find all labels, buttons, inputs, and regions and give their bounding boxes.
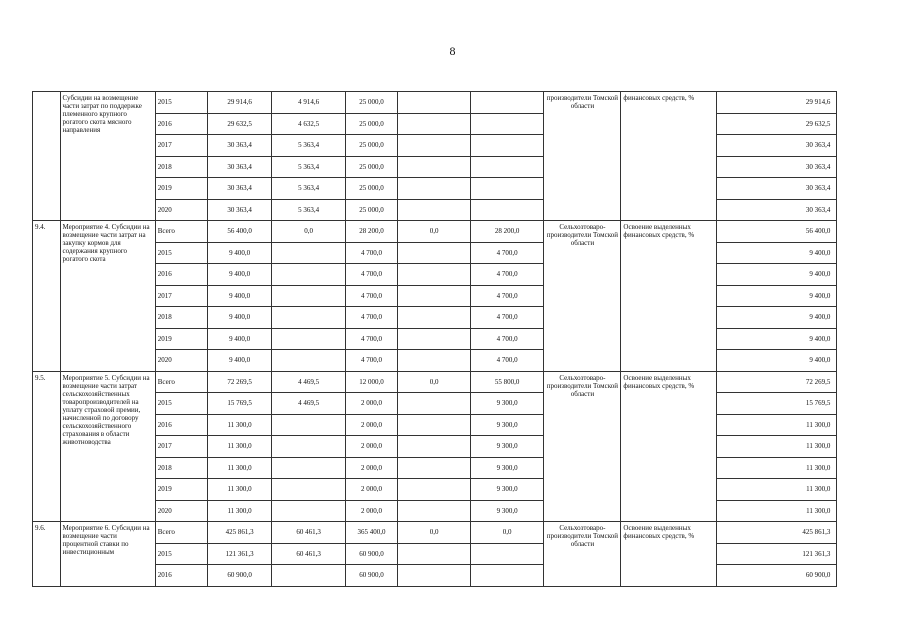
- executor: Сельхозтоваро- производители Томской области: [544, 371, 621, 522]
- total-cell: 11 300,0: [207, 500, 272, 522]
- table-row: [33, 285, 905, 307]
- year-cell: 2016: [155, 414, 207, 436]
- federal-cell: [272, 436, 345, 458]
- indicator-value: 11 300,0: [717, 500, 837, 522]
- table-row: [33, 264, 905, 286]
- extra-budget-cell: 9 300,0: [470, 500, 543, 522]
- local-cell: [398, 328, 471, 350]
- regional-cell: 25 000,0: [345, 199, 397, 221]
- item-number: 9.4.: [33, 221, 61, 372]
- local-cell: [398, 285, 471, 307]
- indicator-value: 9 400,0: [717, 328, 837, 350]
- regional-cell: 60 900,0: [345, 565, 397, 587]
- year-cell: 2017: [155, 135, 207, 157]
- extra-budget-cell: 28 200,0: [470, 221, 543, 243]
- local-cell: [398, 350, 471, 372]
- measure-name: Мероприятие 5. Субсидии на возмещение части затрат сельскохозяйственных товаропроизводителей на уплату страховой премии, начисленной по договору сельскохозяйственного страхования в области животноводства: [60, 371, 155, 522]
- local-cell: 0,0: [398, 371, 471, 393]
- local-cell: [398, 414, 471, 436]
- total-cell: 9 400,0: [207, 328, 272, 350]
- federal-cell: [272, 328, 345, 350]
- indicator: Освоение выделенных финансовых средств, %: [621, 221, 717, 372]
- year-cell: Всего: [155, 522, 207, 544]
- item-number: [33, 92, 61, 221]
- indicator-value: 9 400,0: [717, 307, 837, 329]
- federal-cell: [272, 457, 345, 479]
- year-cell: 2017: [155, 285, 207, 307]
- federal-cell: [272, 565, 345, 587]
- total-cell: 11 300,0: [207, 436, 272, 458]
- indicator: Освоение выделенных финансовых средств, %: [621, 522, 717, 587]
- year-cell: Всего: [155, 221, 207, 243]
- table-row: [33, 543, 905, 565]
- table-row: [33, 500, 905, 522]
- table-row: [33, 436, 905, 458]
- table-row: [33, 328, 905, 350]
- extra-budget-cell: [470, 92, 543, 114]
- regional-cell: 12 000,0: [345, 371, 397, 393]
- regional-cell: 28 200,0: [345, 221, 397, 243]
- table-row: [33, 307, 905, 329]
- regional-cell: 2 000,0: [345, 500, 397, 522]
- table-row: [33, 92, 905, 114]
- year-cell: 2018: [155, 307, 207, 329]
- local-cell: [398, 156, 471, 178]
- regional-cell: 2 000,0: [345, 393, 397, 415]
- extra-budget-cell: [470, 199, 543, 221]
- executor: Сельхозтоваро- производители Томской области: [544, 522, 621, 587]
- regional-cell: 4 700,0: [345, 242, 397, 264]
- extra-budget-cell: 55 800,0: [470, 371, 543, 393]
- budget-table: [32, 91, 905, 587]
- federal-cell: 4 632,5: [272, 113, 345, 135]
- federal-cell: 60 461,3: [272, 522, 345, 544]
- regional-cell: 4 700,0: [345, 328, 397, 350]
- local-cell: [398, 264, 471, 286]
- total-cell: 15 769,5: [207, 393, 272, 415]
- regional-cell: 2 000,0: [345, 479, 397, 501]
- table-row: [33, 178, 905, 200]
- extra-budget-cell: [470, 178, 543, 200]
- regional-cell: 25 000,0: [345, 135, 397, 157]
- regional-cell: 25 000,0: [345, 92, 397, 114]
- local-cell: [398, 199, 471, 221]
- indicator-value: 56 400,0: [717, 221, 837, 243]
- extra-budget-cell: [470, 135, 543, 157]
- extra-budget-cell: 9 300,0: [470, 436, 543, 458]
- total-cell: 9 400,0: [207, 242, 272, 264]
- federal-cell: 5 363,4: [272, 178, 345, 200]
- regional-cell: 365 400,0: [345, 522, 397, 544]
- local-cell: [398, 457, 471, 479]
- indicator-value: 29 914,6: [717, 92, 837, 114]
- table-row: [33, 457, 905, 479]
- extra-budget-cell: [470, 156, 543, 178]
- extra-budget-cell: [470, 543, 543, 565]
- year-cell: 2015: [155, 543, 207, 565]
- table-row: [33, 350, 905, 372]
- federal-cell: 4 469,5: [272, 371, 345, 393]
- extra-budget-cell: 9 300,0: [470, 457, 543, 479]
- measure-name: Субсидии на возмещение части затрат по поддержке племенного крупного рогатого скота мясного направления: [60, 92, 155, 221]
- year-cell: 2019: [155, 479, 207, 501]
- local-cell: [398, 113, 471, 135]
- indicator-value: 60 900,0: [717, 565, 837, 587]
- local-cell: [398, 500, 471, 522]
- total-cell: 60 900,0: [207, 565, 272, 587]
- measure-name: Мероприятие 4. Субсидии на возмещение части затрат на закупку кормов для содержания крупного рогатого скота: [60, 221, 155, 372]
- indicator-value: 9 400,0: [717, 242, 837, 264]
- indicator-value: 11 300,0: [717, 414, 837, 436]
- indicator-value: 425 861,3: [717, 522, 837, 544]
- year-cell: Всего: [155, 371, 207, 393]
- extra-budget-cell: 4 700,0: [470, 264, 543, 286]
- indicator-value: 9 400,0: [717, 264, 837, 286]
- indicator: Освоение выделенных финансовых средств, %: [621, 371, 717, 522]
- local-cell: [398, 307, 471, 329]
- item-number: 9.6.: [33, 522, 61, 587]
- executor: производители Томской области: [544, 92, 621, 221]
- federal-cell: 60 461,3: [272, 543, 345, 565]
- federal-cell: [272, 307, 345, 329]
- local-cell: [398, 479, 471, 501]
- year-cell: 2020: [155, 500, 207, 522]
- table-row: [33, 113, 905, 135]
- table-row: [33, 156, 905, 178]
- table-row: [33, 371, 905, 393]
- regional-cell: 2 000,0: [345, 414, 397, 436]
- total-cell: 30 363,4: [207, 199, 272, 221]
- local-cell: [398, 92, 471, 114]
- executor: Сельхозтоваро- производители Томской области: [544, 221, 621, 372]
- table-row: [33, 135, 905, 157]
- year-cell: 2019: [155, 328, 207, 350]
- indicator-value: 9 400,0: [717, 350, 837, 372]
- indicator-value: 15 769,5: [717, 393, 837, 415]
- total-cell: 425 861,3: [207, 522, 272, 544]
- total-cell: 56 400,0: [207, 221, 272, 243]
- indicator-value: 11 300,0: [717, 457, 837, 479]
- year-cell: 2020: [155, 350, 207, 372]
- local-cell: [398, 393, 471, 415]
- regional-cell: 2 000,0: [345, 457, 397, 479]
- total-cell: 11 300,0: [207, 457, 272, 479]
- regional-cell: 25 000,0: [345, 178, 397, 200]
- local-cell: [398, 178, 471, 200]
- table-row: [33, 479, 905, 501]
- year-cell: 2015: [155, 242, 207, 264]
- year-cell: 2018: [155, 457, 207, 479]
- extra-budget-cell: 4 700,0: [470, 350, 543, 372]
- local-cell: [398, 543, 471, 565]
- extra-budget-cell: 9 300,0: [470, 479, 543, 501]
- extra-budget-cell: 4 700,0: [470, 328, 543, 350]
- federal-cell: [272, 264, 345, 286]
- total-cell: 29 632,5: [207, 113, 272, 135]
- extra-budget-cell: [470, 113, 543, 135]
- extra-budget-cell: 4 700,0: [470, 285, 543, 307]
- federal-cell: 4 914,6: [272, 92, 345, 114]
- total-cell: 9 400,0: [207, 285, 272, 307]
- table-row: [33, 242, 905, 264]
- local-cell: [398, 135, 471, 157]
- federal-cell: [272, 285, 345, 307]
- year-cell: 2016: [155, 113, 207, 135]
- total-cell: 11 300,0: [207, 414, 272, 436]
- indicator-value: 9 400,0: [717, 285, 837, 307]
- indicator-value: 11 300,0: [717, 436, 837, 458]
- table-row: [33, 221, 905, 243]
- indicator-value: 72 269,5: [717, 371, 837, 393]
- regional-cell: 2 000,0: [345, 436, 397, 458]
- extra-budget-cell: 0,0: [470, 522, 543, 544]
- federal-cell: 5 363,4: [272, 199, 345, 221]
- total-cell: 29 914,6: [207, 92, 272, 114]
- extra-budget-cell: [470, 565, 543, 587]
- total-cell: 9 400,0: [207, 264, 272, 286]
- table-row: [33, 393, 905, 415]
- year-cell: 2016: [155, 565, 207, 587]
- regional-cell: 25 000,0: [345, 156, 397, 178]
- indicator-value: 30 363,4: [717, 156, 837, 178]
- indicator: финансовых средств, %: [621, 92, 717, 221]
- year-cell: 2019: [155, 178, 207, 200]
- federal-cell: [272, 414, 345, 436]
- indicator-value: 29 632,5: [717, 113, 837, 135]
- year-cell: 2020: [155, 199, 207, 221]
- indicator-value: 11 300,0: [717, 479, 837, 501]
- regional-cell: 4 700,0: [345, 350, 397, 372]
- table-row: [33, 565, 905, 587]
- regional-cell: 4 700,0: [345, 285, 397, 307]
- year-cell: 2017: [155, 436, 207, 458]
- year-cell: 2015: [155, 92, 207, 114]
- local-cell: [398, 242, 471, 264]
- extra-budget-cell: 9 300,0: [470, 414, 543, 436]
- item-number: 9.5.: [33, 371, 61, 522]
- federal-cell: [272, 350, 345, 372]
- indicator-value: 30 363,4: [717, 199, 837, 221]
- total-cell: 30 363,4: [207, 135, 272, 157]
- regional-cell: 60 900,0: [345, 543, 397, 565]
- year-cell: 2016: [155, 264, 207, 286]
- indicator-value: 30 363,4: [717, 178, 837, 200]
- regional-cell: 25 000,0: [345, 113, 397, 135]
- extra-budget-cell: 9 300,0: [470, 393, 543, 415]
- federal-cell: [272, 500, 345, 522]
- total-cell: 9 400,0: [207, 350, 272, 372]
- total-cell: 121 361,3: [207, 543, 272, 565]
- federal-cell: [272, 479, 345, 501]
- total-cell: 9 400,0: [207, 307, 272, 329]
- table-row: [33, 522, 905, 544]
- local-cell: [398, 436, 471, 458]
- extra-budget-cell: 4 700,0: [470, 242, 543, 264]
- table-row: [33, 199, 905, 221]
- page-number: 8: [449, 44, 456, 58]
- total-cell: 72 269,5: [207, 371, 272, 393]
- total-cell: 30 363,4: [207, 178, 272, 200]
- local-cell: 0,0: [398, 522, 471, 544]
- federal-cell: 5 363,4: [272, 156, 345, 178]
- local-cell: [398, 565, 471, 587]
- federal-cell: 0,0: [272, 221, 345, 243]
- measure-name: Мероприятие 6. Субсидии на возмещение части процентной ставки по инвестиционным: [60, 522, 155, 587]
- year-cell: 2018: [155, 156, 207, 178]
- table-row: [33, 414, 905, 436]
- table-body: [33, 92, 905, 587]
- total-cell: 30 363,4: [207, 156, 272, 178]
- local-cell: 0,0: [398, 221, 471, 243]
- year-cell: 2015: [155, 393, 207, 415]
- federal-cell: [272, 242, 345, 264]
- indicator-value: 121 361,3: [717, 543, 837, 565]
- extra-budget-cell: 4 700,0: [470, 307, 543, 329]
- regional-cell: 4 700,0: [345, 264, 397, 286]
- total-cell: 11 300,0: [207, 479, 272, 501]
- indicator-value: 30 363,4: [717, 135, 837, 157]
- regional-cell: 4 700,0: [345, 307, 397, 329]
- federal-cell: 4 469,5: [272, 393, 345, 415]
- federal-cell: 5 363,4: [272, 135, 345, 157]
